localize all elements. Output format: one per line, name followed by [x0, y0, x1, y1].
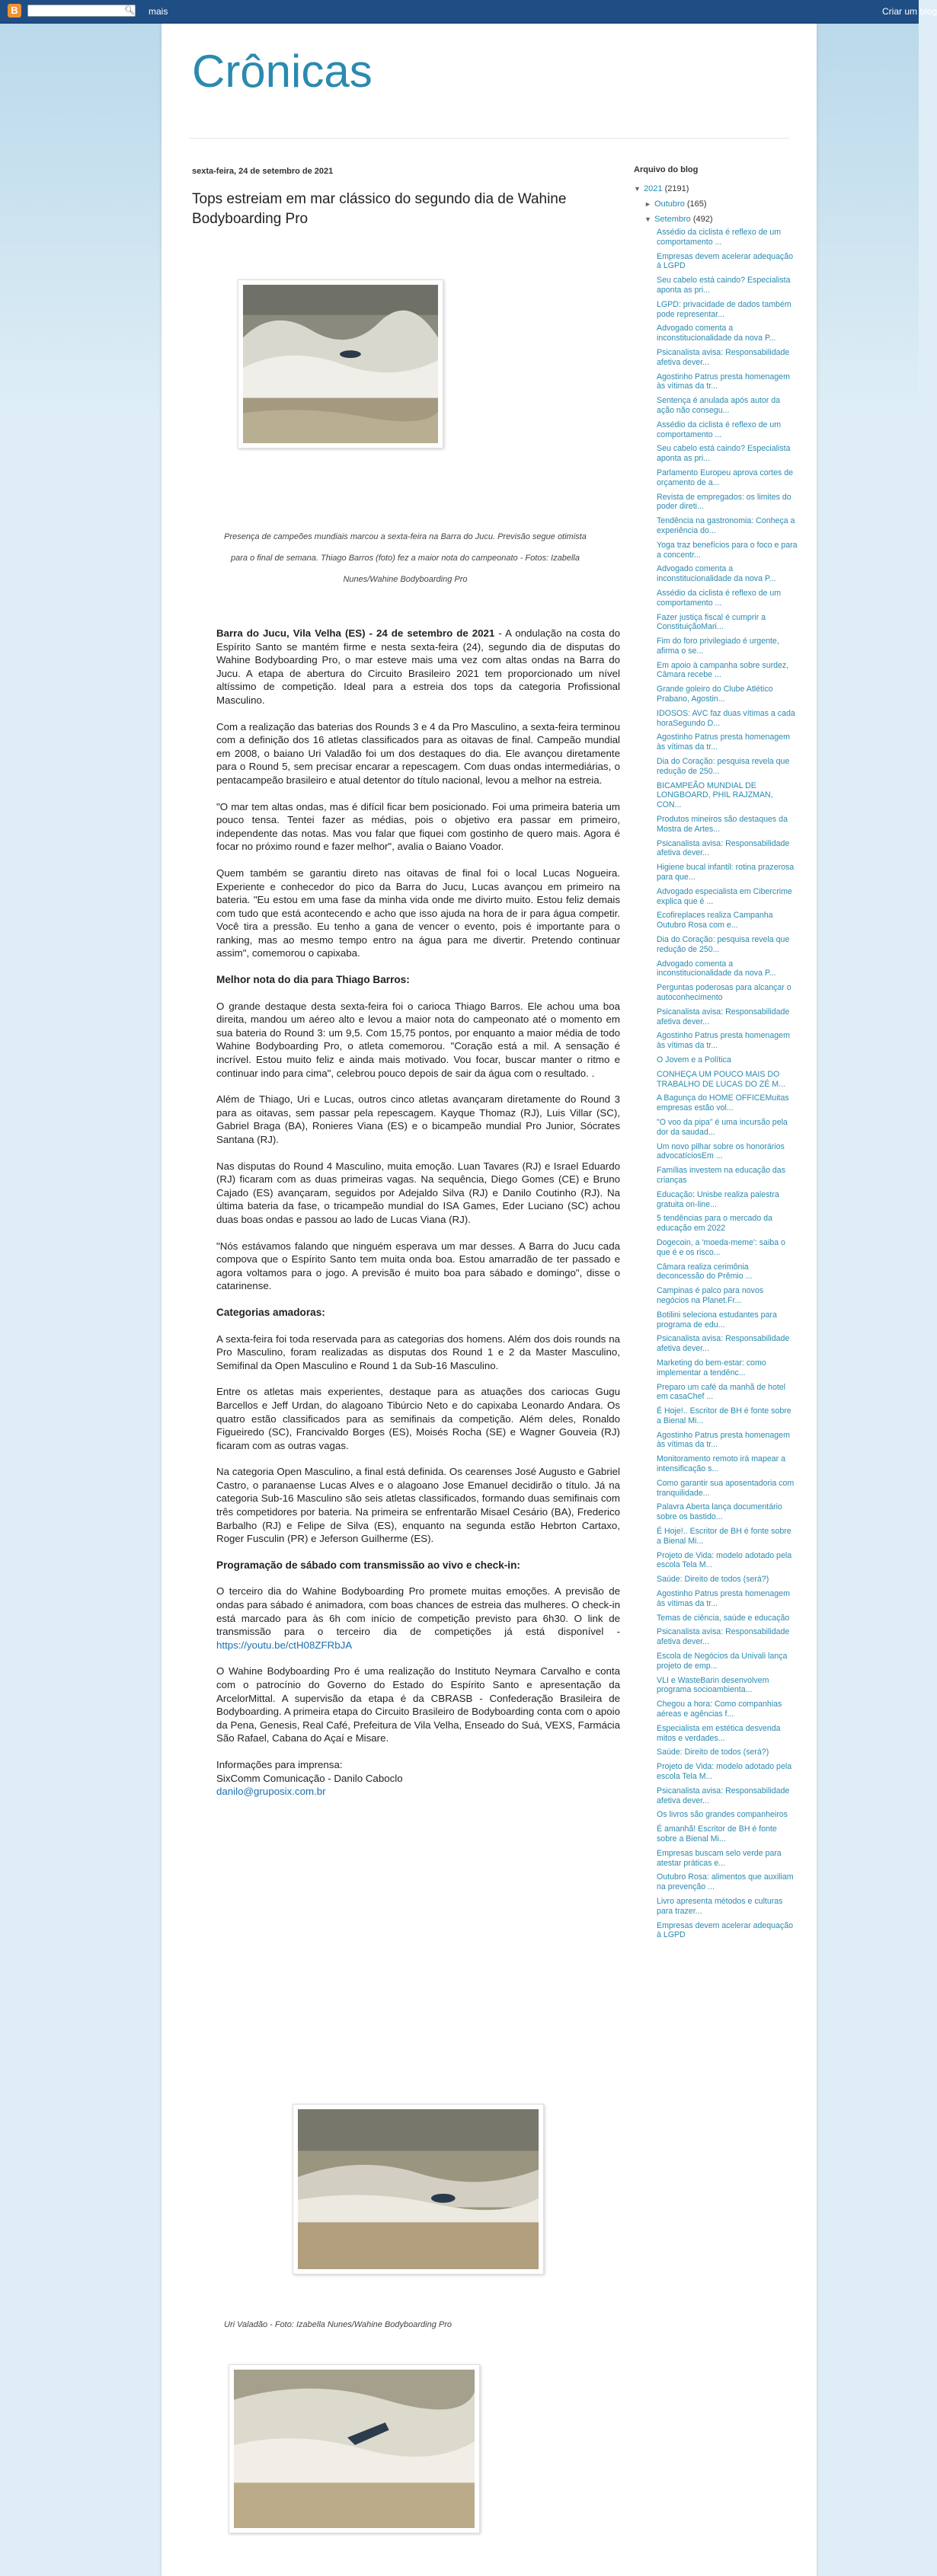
paragraph: O Wahine Bodyboarding Pro é uma realização do Instituto Neymara Carvalho e conta com o patrocínio do Governo do Estado do Espírito Santo e apresentação da ArcelorMittal. A supervisão da etapa é da CBRASB - Confederação Brasileira de Bodyboarding. A primeira etapa do Circuito Brasileiro de Bodyboarding conta com o apoio da Pena, Genesis, Real Café, Prefeitura de Vila Velha, Enseado do Suá, VEXS, Farmácia São Rafael, Cabana do Açaí e Misare.	[216, 1665, 620, 1744]
archive-post-link[interactable]: É amanhã! Escritor de BH é fonte sobre a Bienal Mi...	[657, 1824, 777, 1843]
expanded-arrow-icon[interactable]: ▼	[644, 215, 651, 223]
surfer-photo-image	[234, 2370, 475, 2528]
wave-photo-image	[243, 285, 438, 443]
archive-post-link[interactable]: Psicanalista avisa: Responsabilidade afetiva dever...	[657, 347, 790, 367]
post-photo-2[interactable]	[293, 2104, 544, 2274]
surfer-photo-image	[298, 2109, 539, 2269]
archive-post-link[interactable]: Agostinho Patrus presta homenagem às vítimas da tr...	[657, 1589, 790, 1608]
paragraph: Quem também se garantiu direto nas oitavas de final foi o local Lucas Nogueira. Experiente e conhecedor do pico da Barra do Jucu, Lucas avançou em primeiro na bateria. "Eu estou em uma fase da minha vida onde me divirto muito. Estou feliz demais com tudo que está acontecendo e acho que isso ajuda na hora de ir para água competir. Você tira a pressão. Eu tenho a gana de vencer o evento, pois é importante para o ranking, mas ao mesmo tempo entro na água para me divertir. Pretendo continuar assim", comemorou o capixaba.	[216, 867, 620, 959]
press-email-link[interactable]: danilo@gruposix.com.br	[216, 1786, 326, 1798]
archive-post-link[interactable]: Preparo um café da manhã de hotel em casaChef ...	[657, 1382, 786, 1402]
navbar-search-input[interactable]	[27, 5, 136, 17]
archive-post-link[interactable]: Grande goleiro do Clube Atlético Prabano, Agostin...	[657, 685, 773, 704]
blogger-logo-icon[interactable]: B	[8, 4, 21, 18]
archive-post-link[interactable]: Projeto de Vida: modelo adotado pela escola Tela M...	[657, 1762, 792, 1781]
archive-post-link[interactable]: Tendência na gastronomia: Conheça a experiência do...	[657, 516, 795, 535]
archive-post-link[interactable]: Empresas devem acelerar adequação à LGPD	[657, 251, 794, 271]
archive-post-link[interactable]: Campinas é palco para novos negócios na Planet.Fr...	[657, 1286, 764, 1305]
archive-post-link[interactable]: Ecofireplaces realiza Campanha Outubro Rosa com e...	[657, 911, 773, 930]
navbar-more-link[interactable]: mais	[149, 6, 168, 17]
post-photo-3[interactable]	[229, 2364, 480, 2533]
expanded-arrow-icon[interactable]: ▼	[634, 185, 641, 193]
create-blog-link[interactable]: Criar um blog	[882, 6, 937, 17]
archive-post-link[interactable]: Escola de Negócios da Univali lança projeto de emp...	[657, 1652, 788, 1671]
archive-post-link[interactable]: Agostinho Patrus presta homenagem às vítimas da tr...	[657, 372, 790, 391]
post-body	[216, 627, 620, 1799]
header-divider	[189, 138, 789, 139]
archive-month-october[interactable]: ► Outubro (165)	[644, 200, 707, 209]
archive-post-link[interactable]: Revista de empregados: os limites do poder direti...	[657, 492, 791, 512]
search-icon[interactable]: 🔍︎	[124, 6, 135, 15]
archive-post-link[interactable]: Psicanalista avisa: Responsabilidade afetiva dever...	[657, 1007, 790, 1026]
archive-post-link[interactable]: Advogado comenta a inconstitucionalidade da nova P...	[657, 324, 776, 343]
archive-post-link[interactable]: Empresas buscam selo verde para atestar práticas e...	[657, 1848, 782, 1868]
archive-post-link[interactable]: Câmara realiza cerimônia deconcessão do Prêmio ...	[657, 1262, 753, 1282]
archive-post-link[interactable]: Saúde: Direito de todos (será?)	[657, 1575, 769, 1585]
paragraph: Na categoria Open Masculino, a final está definida. Os cearenses José Augusto e Gabriel Castro, o paranaense Lucas Alves e o alagoano Jose Emanuel decidirão o título. Já na categoria Sub-16 Masculino são seis atletas classificados, formando duas semifinais com três competidores por bateria. Na primeira se enfrentarão Misael Cesário (BA), Frederico Barbalho (RJ) e Felipe de Silva (ES), enquanto na segunda estão Hebrton Cartaxo, Roger Fusculin (PR) e Jeferson Guilherme (ES).	[216, 1466, 620, 1545]
archive-title: Arquivo do blog	[634, 165, 699, 174]
archive-post-link[interactable]: Yoga traz benefícios para o foco e para a concentr...	[657, 540, 798, 560]
archive-post-link[interactable]: Perguntas poderosas para alcançar o autoconhecimento	[657, 983, 791, 1002]
section-heading: Melhor nota do dia para Thiago Barros:	[216, 974, 410, 986]
post-photo-1[interactable]	[238, 279, 443, 448]
press-info: Informações para imprensa: SixComm Comunicação - Danilo Caboclo danilo@gruposix.com.br	[216, 1758, 403, 1798]
archive-post-link[interactable]: Palavra Aberta lança documentário sobre os bastido...	[657, 1502, 782, 1522]
archive-year-2021[interactable]: ▼ 2021 (2191)	[634, 184, 689, 193]
archive-post-link[interactable]: Psicanalista avisa: Responsabilidade afetiva dever...	[657, 1334, 790, 1354]
archive-post-link[interactable]: Advogado especialista em Cibercrime explica que é ...	[657, 886, 792, 906]
archive-post-link[interactable]: Seu cabelo está caindo? Especialista aponta as pri...	[657, 276, 791, 295]
archive-post-link[interactable]: Outubro Rosa: alimentos que auxiliam na prevenção ...	[657, 1872, 794, 1892]
archive-post-link[interactable]: LGPD: privacidade de dados também pode representar...	[657, 299, 791, 319]
archive-post-link[interactable]: Saúde: Direito de todos (será?)	[657, 1748, 769, 1757]
section-heading: Programação de sábado com transmissão ao vivo e check-in:	[216, 1559, 520, 1571]
archive-post-link[interactable]: Psicanalista avisa: Responsabilidade afetiva dever...	[657, 1786, 790, 1805]
archive-post-link[interactable]: Fazer justiça fiscal é cumprir a ConstituiçãoMari...	[657, 612, 766, 632]
paragraph: Nas disputas do Round 4 Masculino, muita emoção. Luan Tavares (RJ) e Israel Eduardo (RJ) ficaram com as duas primeiras vagas. Na sequência, Diego Gomes (CE) e Bruno Cajado (ES) avançaram, seguidos por Adejaldo Silva (RJ) e Danilo Coutinho (RJ). Na última bateria da fase, o tricampeão mundial do ISA Games, Eder Luciano (SC) achou duas boas ondas e passou ao lado de Lucas Viana (RJ).	[216, 1160, 620, 1225]
post-date: sexta-feira, 24 de setembro de 2021	[192, 167, 334, 176]
paragraph: "O mar tem altas ondas, mas é difícil ficar bem posicionado. Foi uma primeira bateria um pouco tensa. Tentei fazer as médias, pois o objetivo era passar em primeiro, independente das notas. Mas vou falar que fiquei com gostinho de quero mais. Agora é focar no próximo round e fazer melhor", avalia o Baiano Voador.	[216, 800, 620, 853]
archive-post-link[interactable]: Agostinho Patrus presta homenagem às vítimas da tr...	[657, 1430, 790, 1450]
archive-post-link[interactable]: Psicanalista avisa: Responsabilidade afetiva dever...	[657, 838, 790, 858]
archive-post-link[interactable]: É Hoje!.. Escritor de BH é fonte sobre a Bienal Mi...	[657, 1527, 791, 1546]
archive-post-link[interactable]: Temas de ciência, saúde e educação	[657, 1613, 790, 1623]
archive-month-link[interactable]: Setembro	[654, 215, 691, 224]
archive-post-link[interactable]: Em apoio à campanha sobre surdez, Câmara recebe ...	[657, 660, 789, 680]
paragraph: O grande destaque desta sexta-feira foi o carioca Thiago Barros. Ele achou uma boa direita, mandou um aéreo alto e levou a maior nota do campeonato até o momento em sua bateria do Round 3: um 9,5. Com 15,75 pontos, por enquanto a maior média de todo Wahine Bodyboarding Pro, o atleta comemorou. "Coração está a mil. A sensação é incrível. Estou muito feliz e ainda mais motivado. Vou focar, buscar manter o ritmo e continuar indo para cima", celebrou pouco depois de sair da água com o resultado. .	[216, 1000, 620, 1079]
archive-post-link[interactable]: Agostinho Patrus presta homenagem às vítimas da tr...	[657, 1031, 790, 1051]
archive-post-link[interactable]: É Hoje!.. Escritor de BH é fonte sobre a Bienal Mi...	[657, 1406, 791, 1425]
archive-post-link[interactable]: Livro apresenta métodos e culturas para trazer...	[657, 1896, 783, 1916]
section-heading: Categorias amadoras:	[216, 1306, 325, 1318]
archive-post-link[interactable]: Os livros são grandes companheiros	[657, 1810, 788, 1820]
archive-post-link[interactable]: Dia do Coração: pesquisa revela que redução de 250...	[657, 935, 790, 954]
archive-post-list	[657, 228, 798, 1940]
archive-post-link[interactable]: A Bagunça do HOME OFFICEMuitas empresas estão vol...	[657, 1093, 789, 1113]
archive-post-link[interactable]: O Jovem e a Política	[657, 1055, 731, 1065]
archive-post-link[interactable]: Agostinho Patrus presta homenagem às vítimas da tr...	[657, 733, 790, 752]
archive-post-link[interactable]: Advogado comenta a inconstitucionalidade da nova P...	[657, 564, 776, 584]
archive-post-link[interactable]: Botilini seleciona estudantes para programa de edu...	[657, 1310, 777, 1329]
photo-2-caption: Uri Valadão - Foto: Izabella Nunes/Wahine Bodyboarding Pro	[224, 2320, 453, 2329]
archive-post-link[interactable]: Advogado comenta a inconstitucionalidade da nova P...	[657, 959, 776, 978]
archive-post-link[interactable]: Dia do Coração: pesquisa revela que redução de 250...	[657, 757, 790, 776]
archive-post-link[interactable]: Assédio da ciclista é reflexo de um comportamento ...	[657, 588, 782, 608]
archive-post-link[interactable]: IDOSOS: AVC faz duas vítimas a cada horaSegundo D...	[657, 708, 795, 728]
archive-post-link[interactable]: Um novo pilhar sobre os honorários advocatíciosEm ...	[657, 1141, 785, 1161]
archive-month-link[interactable]: Outubro	[654, 200, 685, 209]
archive-post-link[interactable]: Marketing do bem-estar: como implementar a tendênc...	[657, 1358, 766, 1377]
archive-post-link[interactable]: Parlamento Europeu aprova cortes de orçamento de a...	[657, 468, 794, 487]
archive-year-link[interactable]: 2021	[644, 184, 663, 193]
archive-post-link[interactable]: Especialista em estética desvenda mitos e verdades...	[657, 1723, 781, 1743]
post-title[interactable]: Tops estreiam em mar clássico do segundo dia de Wahine Bodyboarding Pro	[192, 191, 567, 227]
archive-post-link[interactable]: Higiene bucal infantil: rotina prazerosa para que...	[657, 863, 795, 883]
archive-month-september[interactable]: ▼ Setembro (492)	[644, 215, 713, 224]
photo-1-caption: Presença de campeões mundiais marcou a sexta-feira na Barra do Jucu. Previsão segue otimista para o final de semana. Thiago Barros (foto) fez a maior nota do campeonato - Fotos: Izabella Nunes/Wahine Bodyboarding Pro	[224, 532, 587, 584]
archive-post-link[interactable]: Projeto de Vida: modelo adotado pela escola Tela M...	[657, 1550, 792, 1570]
archive-post-link[interactable]: Empresas devem acelerar adequação à LGPD	[657, 1920, 794, 1940]
archive-post-link[interactable]: CONHEÇA UM POUCO MAIS DO TRABALHO DE LUCAS DO ZÉ M...	[657, 1069, 785, 1089]
lead-paragraph: Barra do Jucu, Vila Velha (ES) - 24 de setembro de 2021 - A ondulação na costa do Espírito Santo se mantém firme e nesta sexta-feira (24), segundo dia de disputas do Wahine Bodyboarding Pro, o mar esteve mais uma vez com altas ondas na Barra do Jucu. A etapa de abertura do Circuito Brasileiro 2021 tem proporcionado um nível altíssimo de competição. Ideal para a estreia dos tops da categoria Profissional Masculino.	[216, 627, 620, 706]
blogger-navbar	[0, 0, 937, 24]
archive-post-link[interactable]: Seu cabelo está caindo? Especialista aponta as pri...	[657, 444, 791, 464]
archive-post-link[interactable]: Famílias investem na educação das crianças	[657, 1166, 785, 1185]
paragraph: Entre os atletas mais experientes, destaque para as atuações dos cariocas Gugu Barcellos e Jeff Urdan, do alagoano Tibúrcio Neto e do capixaba Leonardo Andara. Os quatro estão classificados para as semifinais da competição. Além deles, Ronaldo Figueiredo (SC), Francivaldo Borges (ES), Moisés Rocha (SE) e Wagner Gouveia (RJ) ficaram com as outras vagas.	[216, 1386, 620, 1451]
archive-post-link[interactable]: Produtos mineiros são destaques da Mostra de Artes...	[657, 815, 788, 834]
archive-post-link[interactable]: Dogecoin, a 'moeda-meme': saiba o que é e os risco...	[657, 1237, 785, 1257]
blog-title[interactable]: Crônicas	[192, 46, 373, 97]
archive-post-link[interactable]: "O voo da pipa" é uma incursão pela dor da saudad...	[657, 1117, 788, 1137]
paragraph: Além de Thiago, Uri e Lucas, outros cinco atletas avançaram diretamente do Round 3 para as oitavas, sem passar pela repescagem. Kayque Thomaz (RJ), Luis Villar (SC), Gabriel Braga (BA), Ronieres Viana (ES) e o bicampeão mundial Pro Junior, Sócrates Santana (RJ).	[216, 1093, 620, 1145]
paragraph: Com a realização das baterias dos Rounds 3 e 4 da Pro Masculino, a sexta-feira terminou com a definição dos 16 atletas classificados para as oitavas de final. Campeão mundial em 2008, o baiano Uri Valadão foi um dos destaques do dia. Ele avançou diretamente para o Round 5, sem precisar encarar a repescagem. Com duas ondas intermediárias, o pentacampeão brasileiro e atual detentor do título nacional, levou a melhor na estreia.	[216, 720, 620, 786]
blog-page	[161, 24, 817, 2576]
archive-post-link[interactable]: VLI e WasteBarin desenvolvem programa socioambienta...	[657, 1675, 769, 1695]
paragraph: A sexta-feira foi toda reservada para as categorias dos homens. Além dos dois rounds na Pro Masculino, foram realizadas as disputas dos Round 1 e 2 da Master Masculino, Semifinal da Open Masculino e Round 1 da Sub-16 Masculino.	[216, 1333, 620, 1371]
archive-post-link[interactable]: Fim do foro privilegiado é urgente, afirma o se...	[657, 637, 779, 656]
broadcast-link[interactable]: https://youtu.be/ctH08ZFRbJA	[216, 1639, 353, 1651]
collapsed-arrow-icon[interactable]: ►	[644, 200, 651, 208]
archive-post-link[interactable]: Chegou a hora: Como companhias aéreas e agências f...	[657, 1700, 782, 1719]
paragraph: O terceiro dia do Wahine Bodyboarding Pro promete muitas emoções. A previsão de ondas para sábado é animadora, com boas chances de estreia das mulheres. O check-in está marcado para às 6h com início de competição previsto para 6h30. O link de transmissão para o terceiro dia de competições já está disponível - https://youtu.be/ctH08ZFRbJA	[216, 1585, 620, 1651]
paragraph: "Nós estávamos falando que ninguém esperava um mar desses. A Barra do Jucu cada compova que o Espírito Santo tem muita onda boa. Estou amarradão de ter passado e agora voltamos para o jogo. A previsão é muito boa para sábado e domingo", disse o catarinense.	[216, 1240, 620, 1292]
archive-post-link[interactable]: BICAMPEÃO MUNDIAL DE LONGBOARD, PHIL RAJZMAN, CON...	[657, 780, 773, 810]
archive-post-link[interactable]: Assédio da ciclista é reflexo de um comportamento ...	[657, 228, 782, 247]
archive-post-link[interactable]: Assédio da ciclista é reflexo de um comportamento ...	[657, 420, 782, 439]
archive-post-link[interactable]: Psicanalista avisa: Responsabilidade afetiva dever...	[657, 1627, 790, 1647]
archive-post-link[interactable]: Como garantir sua aposentadoria com tranquilidade...	[657, 1478, 795, 1498]
sidebar-blog-archive	[634, 165, 798, 1945]
archive-post-link[interactable]: 5 tendências para o mercado da educação em 2022	[657, 1214, 772, 1234]
archive-post-link[interactable]: Monitoramento remoto irá mapear a intensificação s...	[657, 1454, 785, 1474]
archive-post-link[interactable]: Educação: Unisbe realiza palestra gratuita on-line...	[657, 1189, 779, 1209]
archive-post-link[interactable]: Sentença é anulada após autor da ação não consegu...	[657, 396, 780, 415]
